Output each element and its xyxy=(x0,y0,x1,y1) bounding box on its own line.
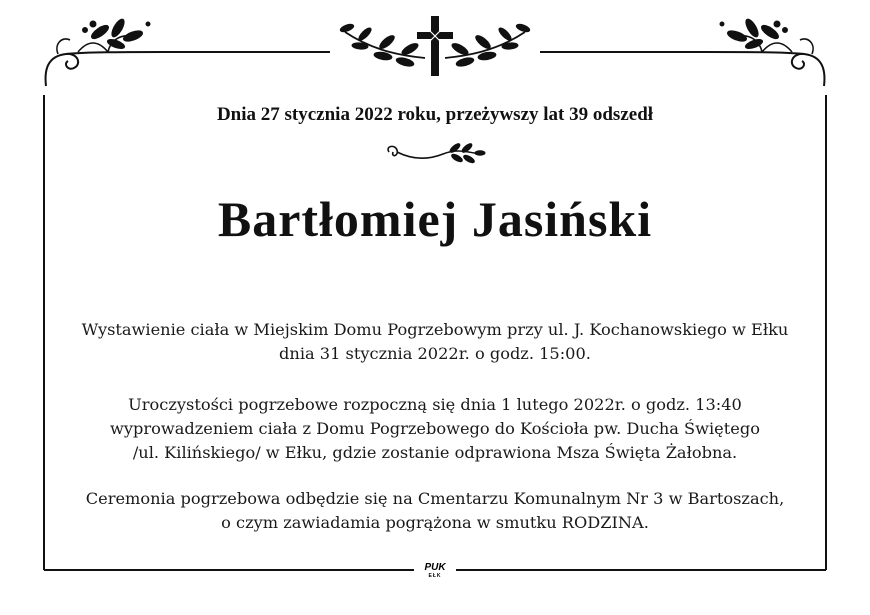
paragraph-line: Wystawienie ciała w Miejskim Domu Pogrzebowym przy ul. J. Kochanowskiego w Ełku xyxy=(81,320,789,339)
puk-logo xyxy=(420,563,450,579)
ceremony-paragraph xyxy=(40,393,830,465)
death-date-headline: Dnia 27 stycznia 2022 roku, przeżywszy lat 39 odszedł xyxy=(216,104,654,125)
paragraph-line: /ul. Kilińskiego/ w Ełku, gdzie zostanie odprawiona Msza Święta Żałobna. xyxy=(132,443,738,462)
floral-corner-left-icon xyxy=(38,14,178,94)
paragraph-line: Uroczystości pogrzebowe rozpoczną się dnia 1 lutego 2022r. o godz. 13:40 xyxy=(128,395,742,414)
deceased-name: Bartłomiej Jasiński xyxy=(217,191,653,247)
logo-main-text: PUK xyxy=(424,562,446,573)
burial-paragraph xyxy=(40,487,830,535)
paragraph-line: dnia 31 stycznia 2022r. o godz. 15:00. xyxy=(279,344,591,363)
logo-sub-text: EŁK xyxy=(428,573,442,579)
cross-icon xyxy=(335,12,535,78)
viewing-paragraph xyxy=(40,318,830,366)
leaf-swirl-icon xyxy=(383,142,487,166)
paragraph-line: wyprowadzeniem ciała z Domu Pogrzebowego do Kościoła pw. Ducha Świętego xyxy=(110,419,760,438)
paragraph-line: o czym zawiadamia pogrążona w smutku RODZINA. xyxy=(221,513,649,532)
paragraph-line: Ceremonia pogrzebowa odbędzie się na Cmentarzu Komunalnym Nr 3 w Bartoszach, xyxy=(85,489,785,508)
floral-corner-right-icon xyxy=(692,14,832,94)
